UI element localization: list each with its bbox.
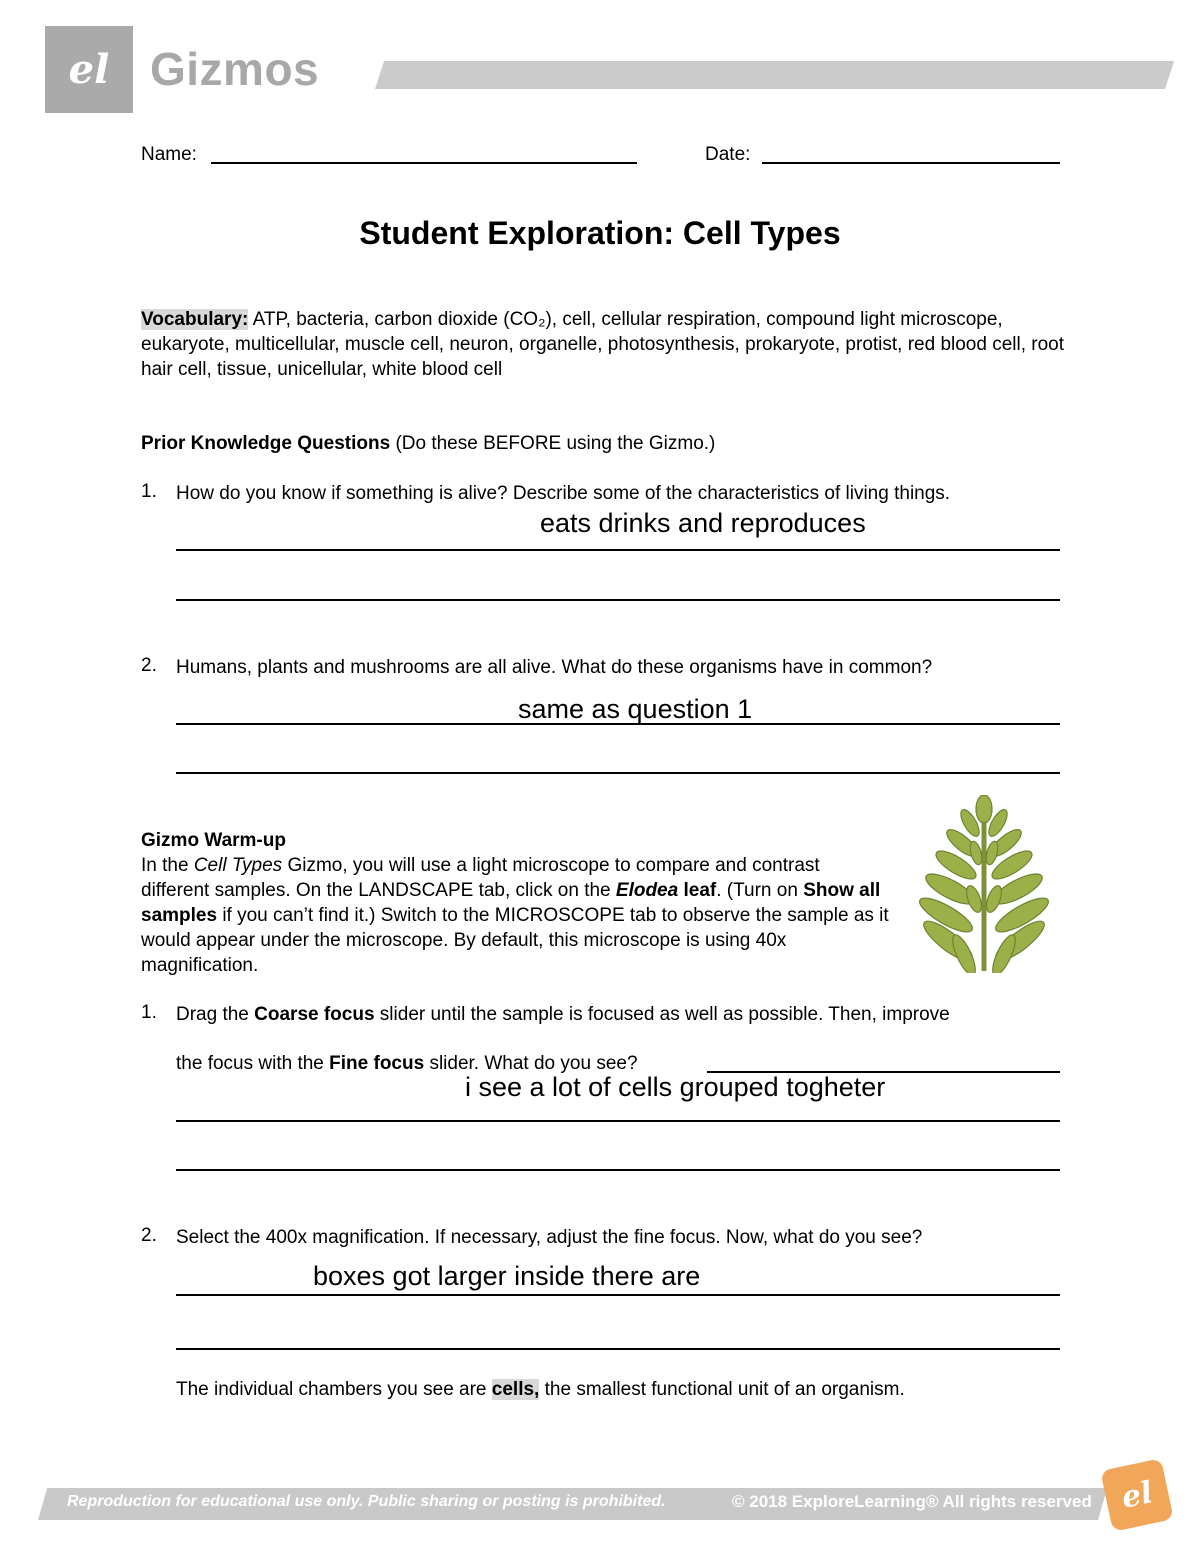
leaf-term: leaf (678, 880, 717, 901)
question-number: 2. (141, 1225, 157, 1246)
cells-term: cells, (491, 1379, 540, 1400)
explorelearning-logo-icon (1100, 1458, 1174, 1532)
text-run: the smallest functional unit of an organism. (539, 1379, 905, 1400)
question-text (176, 1002, 1076, 1027)
conclusion-text (176, 1377, 1076, 1402)
text-run: slider until the sample is focused as well as possible. Then, improve (374, 1004, 950, 1025)
elodea-plant-image (912, 795, 1057, 973)
answer-text: eats drinks and reproduces (540, 508, 866, 538)
text-run: if you can’t find it.) Switch to the MICROSCOPE tab to observe the sample as it would appear under the microscope. By default, this microscope is using 40x magnification. (141, 905, 889, 976)
prior-knowledge-note: (Do these BEFORE using the Gizmo.) (395, 433, 716, 454)
question-text: How do you know if something is alive? Describe some of the characteristics of living things. (176, 483, 951, 504)
logo-glyph: el (1118, 1474, 1156, 1516)
answer-line[interactable] (176, 549, 1060, 551)
show-all-samples-term: Show all samples (141, 880, 881, 926)
page-title: Student Exploration: Cell Types (359, 215, 841, 251)
text-run: Gizmo, you will use a light microscope to compare and contrast different samples. On the LANDSCAPE tab, click on the (141, 855, 820, 901)
prior-knowledge-heading-row (141, 431, 715, 456)
answer-line[interactable] (176, 1169, 1060, 1171)
vocabulary-terms: ATP, bacteria, carbon dioxide (CO₂), cell, cellular respiration, compound light microscope, eukaryote, multicellular, muscle cell, neuron, organelle, photosynthesis, prokaryote, protist, red blood cell, root hair cell, tissue, unicellular, white blood cell (141, 309, 1065, 380)
text-run: The individual chambers you see are (176, 1379, 492, 1400)
warmup-heading: Gizmo Warm-up (141, 830, 286, 851)
question-text: Humans, plants and mushrooms are all alive. What do these organisms have in common? (176, 657, 933, 678)
answer-text: boxes got larger inside there are (313, 1261, 701, 1291)
vocabulary-block (141, 307, 1066, 382)
answer-line[interactable] (176, 772, 1060, 774)
name-label: Name: (141, 144, 197, 165)
logo-glyph: el (68, 46, 110, 93)
prior-knowledge-heading: Prior Knowledge Questions (141, 433, 391, 454)
footer-disclaimer: Reproduction for educational use only. Public sharing or posting is prohibited. (67, 1493, 666, 1510)
answer-line[interactable] (176, 1294, 1060, 1296)
date-field[interactable] (762, 162, 1060, 164)
fine-focus-term: Fine focus (329, 1053, 425, 1074)
answer-text: same as question 1 (518, 694, 753, 724)
answer-line[interactable] (176, 1348, 1060, 1350)
text-run: slider. What do you see? (424, 1053, 638, 1074)
warmup-paragraph (141, 853, 893, 978)
question-number: 1. (141, 1002, 157, 1023)
text-run: Drag the (176, 1004, 255, 1025)
gizmos-logo-icon (45, 26, 133, 113)
question-number: 2. (141, 655, 157, 676)
text-run: In the (141, 855, 194, 876)
brand-name: Gizmos (150, 43, 320, 95)
answer-text: i see a lot of cells grouped togheter (465, 1072, 886, 1102)
elodea-term: Elodea (615, 880, 679, 901)
header-bar (375, 61, 1174, 89)
answer-line[interactable] (176, 723, 1060, 725)
vocabulary-label: Vocabulary: (141, 309, 249, 330)
answer-line[interactable] (176, 599, 1060, 601)
footer-copyright: © 2018 ExploreLearning® All rights reserved (732, 1492, 1092, 1511)
gizmo-name: Cell Types (193, 855, 283, 876)
coarse-focus-term: Coarse focus (254, 1004, 375, 1025)
answer-line[interactable] (176, 1120, 1060, 1122)
name-field[interactable] (211, 162, 637, 164)
question-text: Select the 400x magnification. If necessary, adjust the fine focus. Now, what do you see? (176, 1227, 923, 1248)
question-number: 1. (141, 481, 157, 502)
date-label: Date: (705, 144, 751, 165)
text-run: the focus with the (176, 1053, 330, 1074)
text-run: . (Turn on (716, 880, 804, 901)
